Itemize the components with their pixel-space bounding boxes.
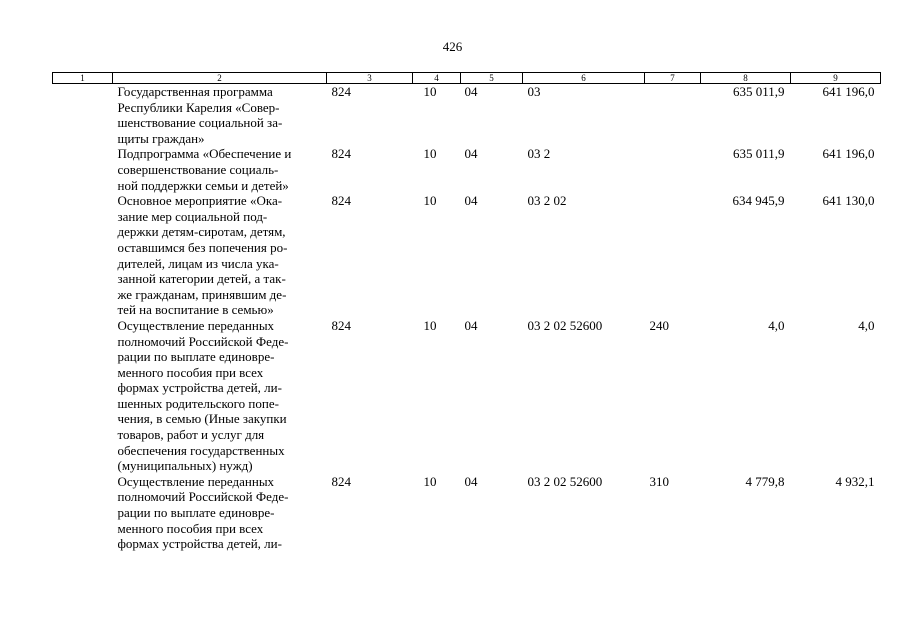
page-number: 426: [442, 39, 463, 54]
table-row: [53, 146, 881, 193]
column-header: 9: [791, 73, 881, 84]
item-name-cell: [113, 84, 327, 147]
target-article-cell: 03 2: [527, 146, 551, 162]
item-name-cell: [113, 318, 327, 474]
item-name-line: же гражданам, принявшим де-: [117, 286, 287, 302]
amount-year-1-cell: 634 945,9: [732, 193, 785, 209]
item-name-line: щиты граждан»: [117, 130, 205, 146]
item-name-line: дителей, лицам из числа ука-: [117, 255, 279, 271]
item-name-line: Подпрограмма «Обеспечение и: [117, 146, 292, 162]
item-name-line: чения, в семью (Иные закупки: [117, 411, 287, 427]
column-header: 2: [113, 73, 327, 84]
ministry-code-cell: 824: [331, 317, 351, 333]
item-name-line: оставшимся без попечения ро-: [117, 239, 288, 255]
amount-year-2-cell: 641 196,0: [822, 84, 875, 99]
item-name-line: шенных родительского попе-: [117, 395, 279, 411]
expense-type-cell: [645, 193, 701, 318]
subsection-code-cell: 04: [464, 473, 478, 489]
expense-type-cell: [645, 146, 701, 193]
item-name-line: формах устройства детей, ли-: [117, 536, 282, 552]
item-name-line: Основное мероприятие «Ока-: [117, 193, 283, 209]
section-code-cell: 10: [423, 473, 437, 489]
expense-type-cell: [645, 84, 701, 147]
column-header: 5: [461, 73, 523, 84]
subsection-code-cell: 04: [464, 84, 478, 99]
table-row: [53, 193, 881, 318]
amount-year-2-cell: 4,0: [858, 317, 875, 333]
item-name-line: держки детям-сиротам, детям,: [117, 224, 286, 240]
column-header: 8: [701, 73, 791, 84]
ministry-code-cell: 824: [331, 84, 351, 99]
table-row: [53, 474, 881, 552]
column-header: 4: [413, 73, 461, 84]
expense-type-cell: 310: [649, 473, 669, 489]
item-name-line: полномочий Российской Феде-: [117, 333, 289, 349]
item-name-line: полномочий Российской Феде-: [117, 489, 289, 505]
item-name-line: зание мер социальной под-: [117, 208, 268, 224]
item-name-line: Осуществление переданных: [117, 317, 275, 333]
item-name-line: товаров, работ и услуг для: [117, 427, 265, 443]
item-name-line: занной категории детей, а так-: [117, 271, 286, 287]
target-article-cell: 03 2 02 52600: [527, 473, 603, 489]
subsection-code-cell: 04: [464, 193, 478, 209]
section-code-cell: 10: [423, 317, 437, 333]
amount-year-1-cell: 4,0: [768, 317, 785, 333]
amount-year-2-cell: 641 196,0: [822, 146, 875, 162]
item-name-line: Осуществление переданных: [117, 473, 275, 489]
row-number-cell: [53, 318, 113, 474]
item-name-line: обеспечения государственных: [117, 442, 285, 458]
table-row: [53, 318, 881, 474]
subsection-code-cell: 04: [464, 317, 478, 333]
row-number-cell: [53, 146, 113, 193]
column-number-header-row: [53, 73, 881, 84]
column-header: 7: [645, 73, 701, 84]
item-name-line: формах устройства детей, ли-: [117, 380, 282, 396]
amount-year-1-cell: 4 779,8: [745, 473, 785, 489]
ministry-code-cell: 824: [331, 473, 351, 489]
item-name-cell: [113, 146, 327, 193]
section-code-cell: 10: [423, 146, 437, 162]
item-name-cell: [113, 474, 327, 552]
target-article-cell: 03: [527, 84, 541, 99]
item-name-cell: [113, 193, 327, 318]
target-article-cell: 03 2 02: [527, 193, 567, 209]
amount-year-2-cell: 4 932,1: [835, 473, 875, 489]
column-header: 1: [53, 73, 113, 84]
item-name-line: менного пособия при всех: [117, 520, 264, 536]
item-name-line: рации по выплате единовре-: [117, 505, 275, 521]
item-name-line: Государственная программа: [117, 84, 273, 99]
item-name-line: тей на воспитание в семью»: [117, 302, 274, 318]
column-header: 6: [523, 73, 645, 84]
ministry-code-cell: 824: [331, 193, 351, 209]
target-article-cell: 03 2 02 52600: [527, 317, 603, 333]
amount-year-1-cell: 635 011,9: [732, 84, 785, 99]
amount-year-2-cell: 641 130,0: [822, 193, 875, 209]
item-name-line: шенствование социальной за-: [117, 115, 283, 131]
item-name-line: совершенствование социаль-: [117, 161, 279, 177]
table-row: [53, 84, 881, 147]
row-number-cell: [53, 474, 113, 552]
row-number-cell: [53, 84, 113, 147]
expense-type-cell: 240: [649, 317, 669, 333]
column-header: 3: [327, 73, 413, 84]
item-name-line: ной поддержки семьи и детей»: [117, 177, 289, 193]
amount-year-1-cell: 635 011,9: [732, 146, 785, 162]
ministry-code-cell: 824: [331, 146, 351, 162]
item-name-line: рации по выплате единовре-: [117, 349, 275, 365]
item-name-line: Республики Карелия «Совер-: [117, 99, 280, 115]
item-name-line: менного пособия при всех: [117, 364, 264, 380]
subsection-code-cell: 04: [464, 146, 478, 162]
section-code-cell: 10: [423, 193, 437, 209]
section-code-cell: 10: [423, 84, 437, 99]
item-name-line: (муниципальных) нужд): [117, 458, 253, 474]
row-number-cell: [53, 193, 113, 318]
budget-table: [52, 72, 881, 552]
